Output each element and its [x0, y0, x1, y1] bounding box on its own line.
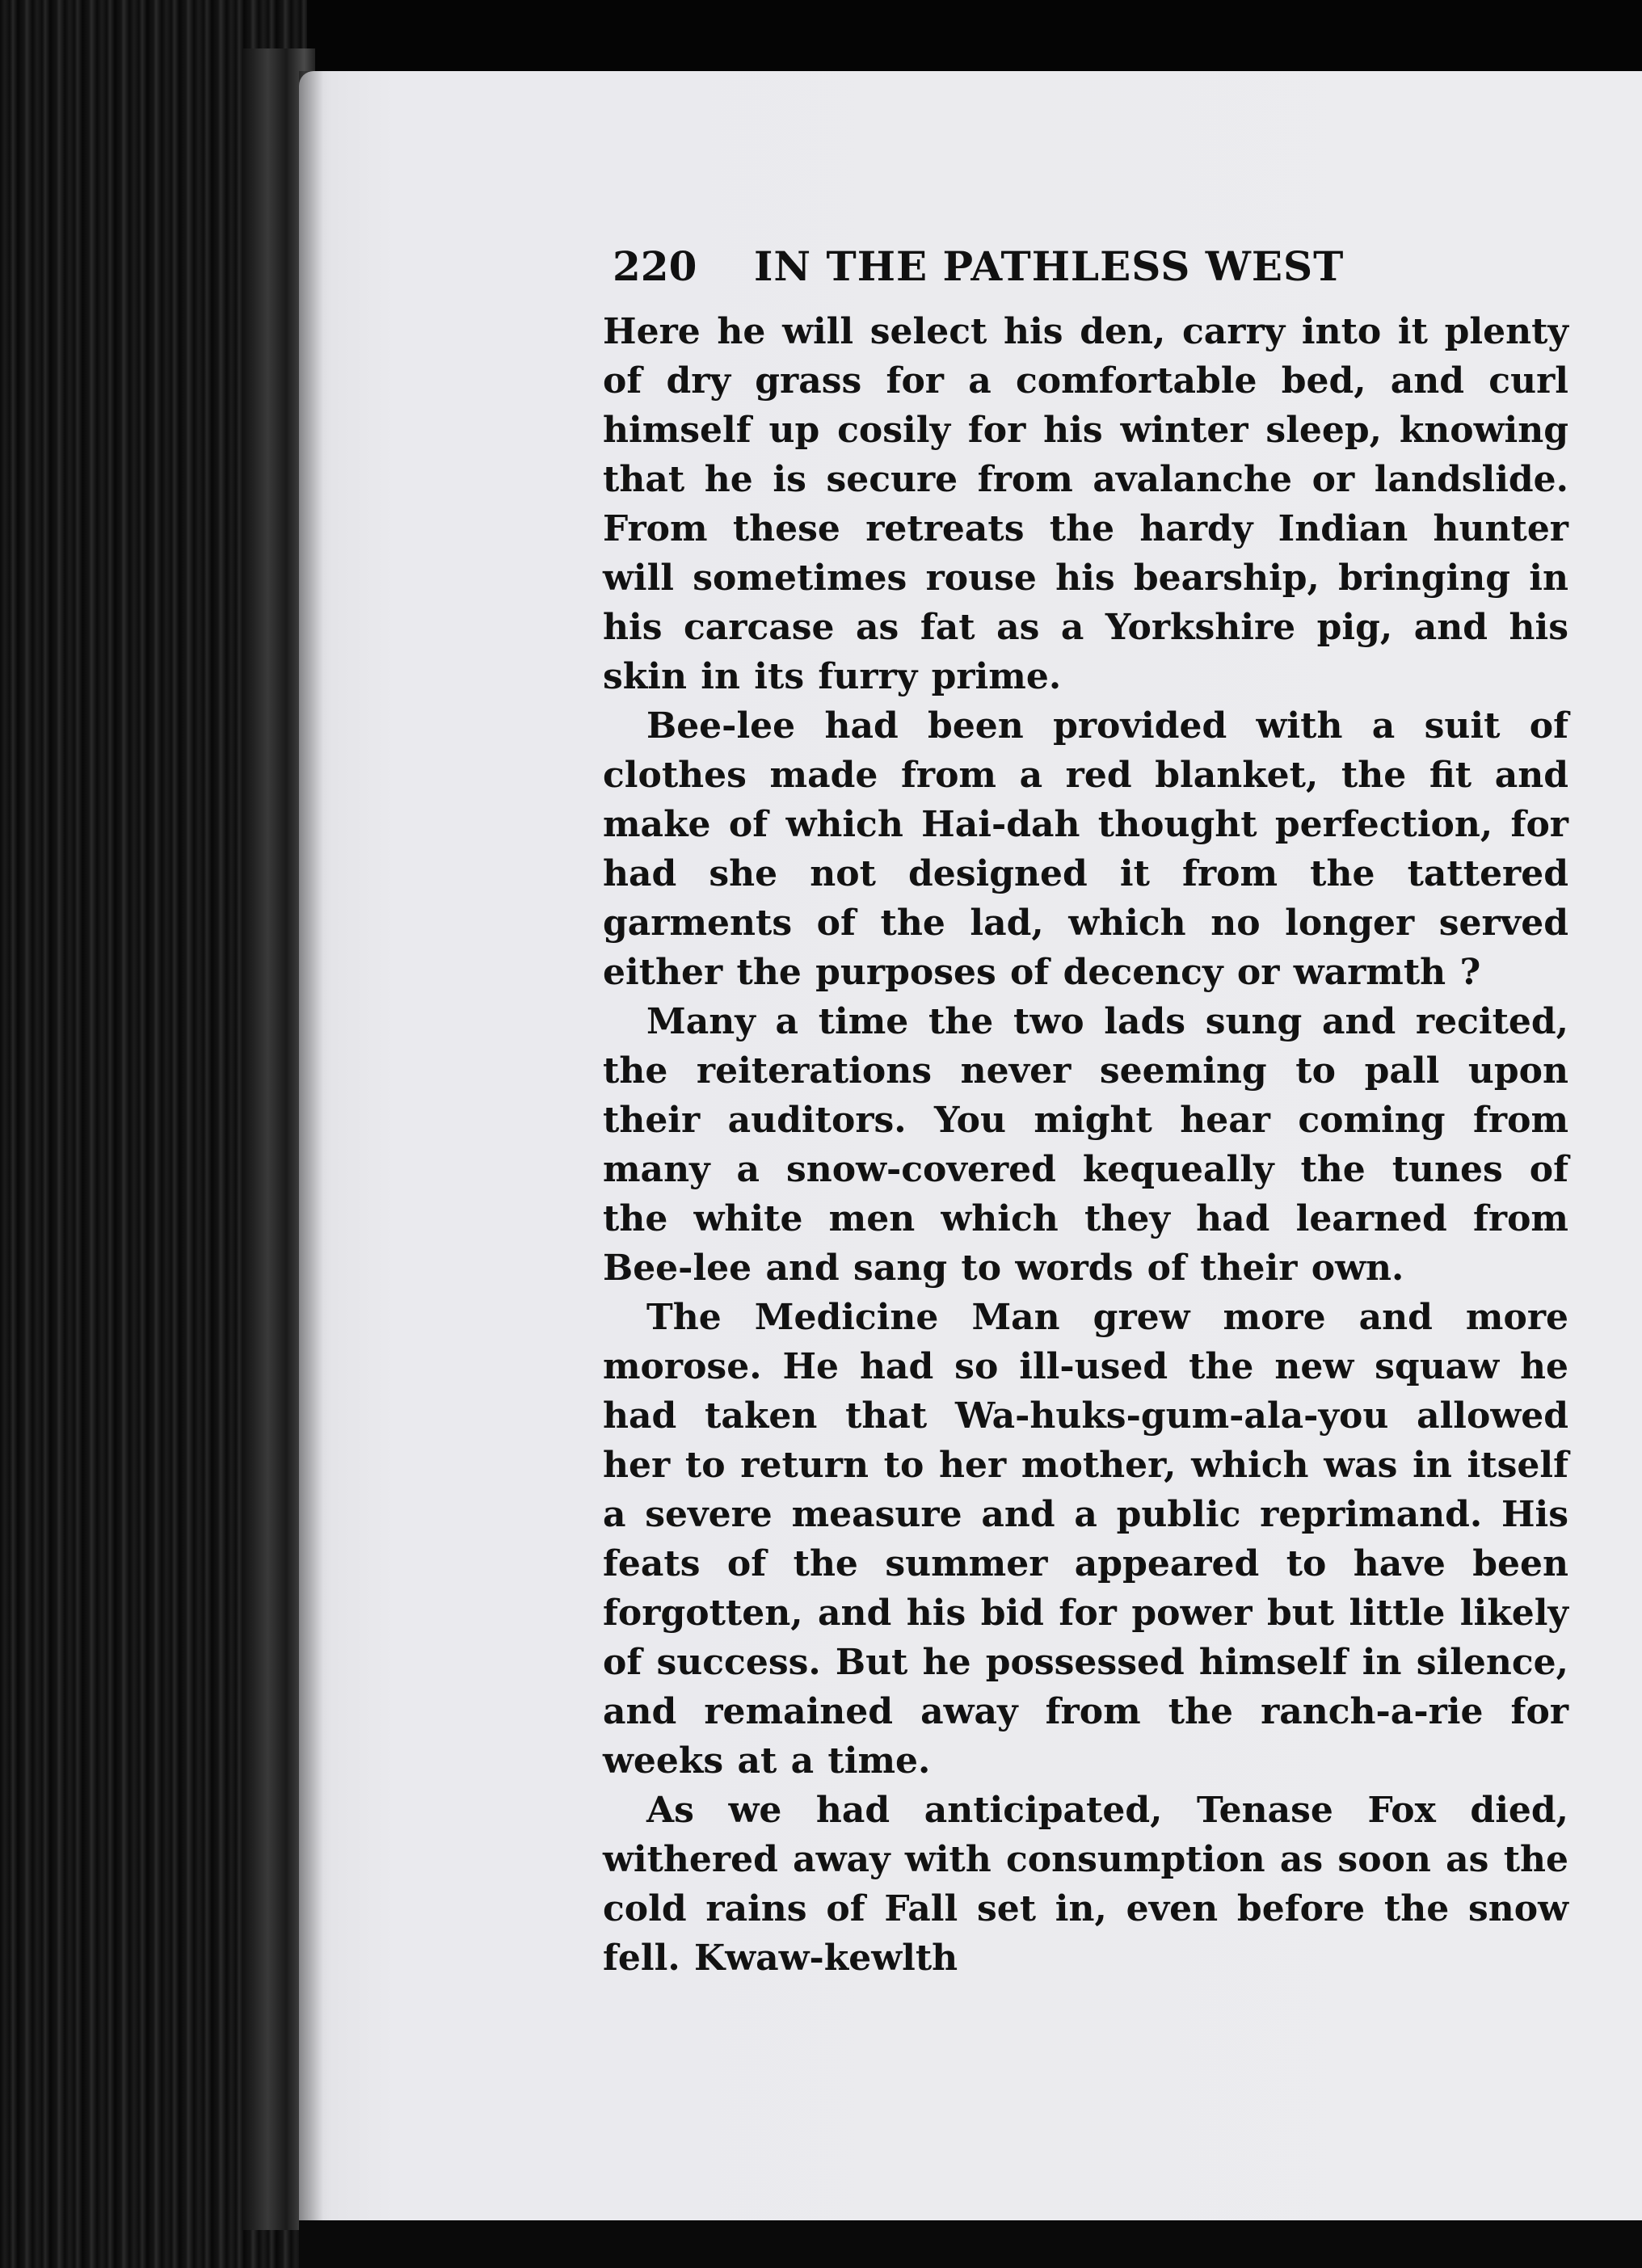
page-number: 220 — [613, 242, 697, 290]
paragraph-1: Here he will select his den, carry into it plenty of dry grass for a comfortable bed, and curl himself up cosily for his winter sleep, knowing that he is secure from avalanche or landslide. From these retreats the hardy Indian hunter will sometimes rouse his bearship, bringing in his carcase as fat as a Yorkshire pig, and his skin in its furry prime. — [603, 311, 1568, 697]
paragraph-2: Bee-lee had been provided with a suit of clothes made from a red blanket, the fit and make of which Hai-dah thought perfection, for had she not designed it from the tattered garments of the lad, which no longer served either the purposes of decency or warmth ? — [603, 705, 1568, 993]
paragraph-3: Many a time the two lads sung and recited, the reiterations never seeming to pall upon their auditors. You might hear coming from many a snow-covered kequeally the tunes of the white men which they had learned from Bee-lee and sang to words of their own. — [603, 1001, 1568, 1289]
running-head — [613, 242, 1421, 299]
scan-bottom-edge — [299, 2220, 1642, 2268]
body-text — [603, 307, 1568, 1983]
paragraph-4: The Medicine Man grew more and more morose. He had so ill-used the new squaw he had taken that Wa-huks-gum-ala-you allowed her to return to her mother, which was in itself a severe measure and a public reprimand. His feats of the summer appeared to have been forgotten, and his bid for power but little likely of success. But he possessed himself in silence, and remained away from the ranch-a-rie for weeks at a time. — [603, 1297, 1568, 1782]
gutter-shadow — [299, 71, 323, 2220]
running-title: IN THE PATHLESS WEST — [754, 242, 1345, 290]
paragraph-5: As we had anticipated, Tenase Fox died, withered away with consumption as soon as the cold rains of Fall set in, even before the snow fell. Kwaw-kewlth — [603, 1790, 1568, 1979]
